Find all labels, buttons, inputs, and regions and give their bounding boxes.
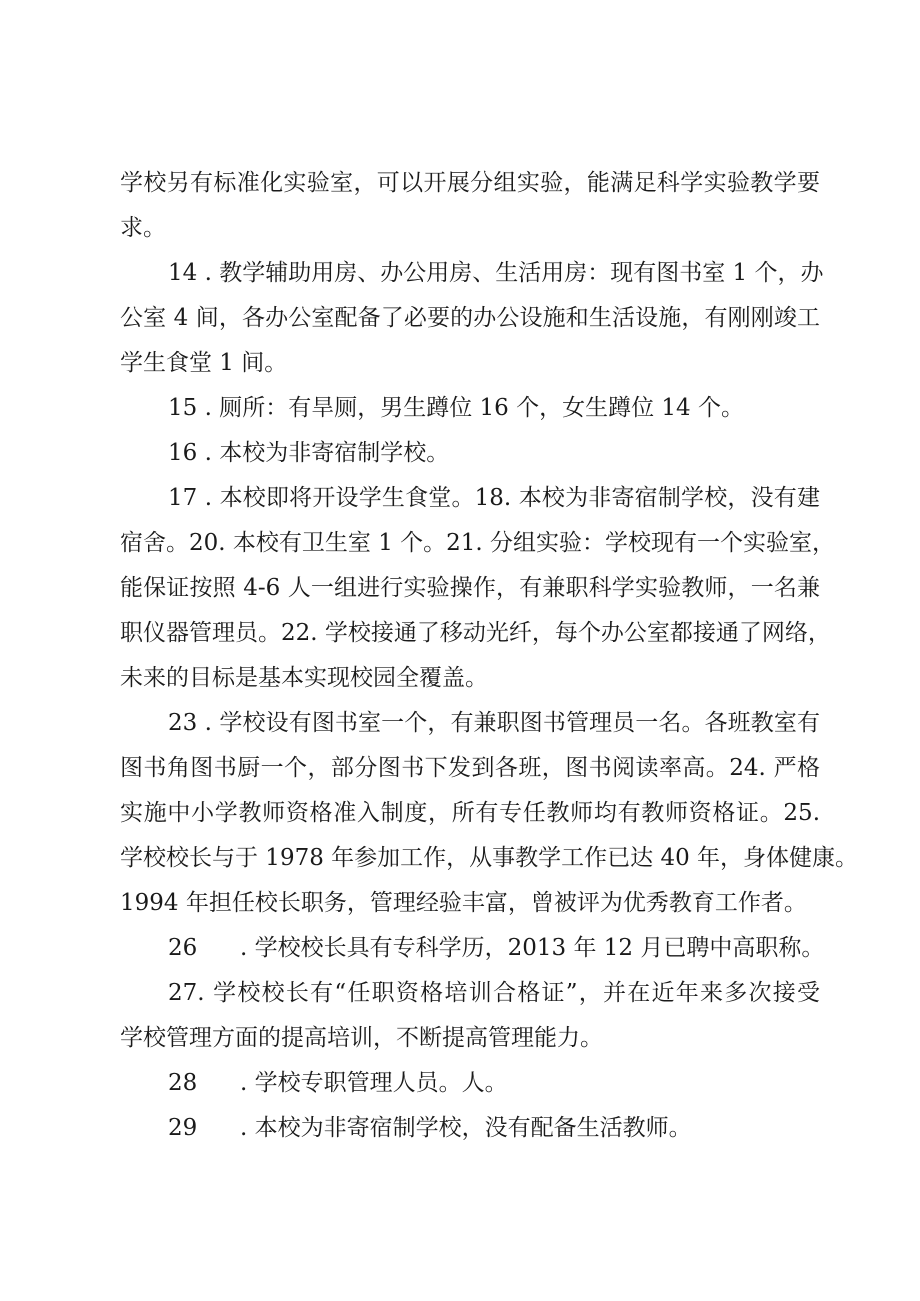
- paragraph-line: 学校校长与于 1978 年参加工作，从事教学工作已达 40 年，身体健康。: [120, 845, 859, 871]
- paragraph-line: 职仪器管理员。22. 学校接通了移动光纤，每个办公室都接通了网络，: [120, 620, 831, 646]
- paragraph-line: 学校管理方面的提高培训，不断提高管理能力。: [120, 1025, 603, 1051]
- paragraph-line: 未来的目标是基本实现校园全覆盖。: [120, 665, 488, 691]
- item-text: . 本校为非寄宿制学校，没有配备生活教师。: [240, 1115, 692, 1141]
- item-29-line: [168, 1113, 868, 1143]
- paragraph-line: 公室 4 间，各办公室配备了必要的办公设施和生活设施，有刚刚竣工: [120, 305, 820, 331]
- item-17-line: 17 . 本校即将开设学生食堂。18. 本校为非寄宿制学校，没有建: [168, 485, 820, 511]
- item-14-line: 14 . 教学辅助用房、办公用房、生活用房：现有图书室 1 个，办: [168, 260, 824, 286]
- item-number: 29: [168, 1115, 198, 1141]
- paragraph-line: 实施中小学教师资格准入制度，所有专任教师均有教师资格证。25.: [120, 800, 820, 826]
- item-27-line: 27. 学校校长有“任职资格培训合格证”，并在近年来多次接受: [168, 980, 820, 1006]
- paragraph-line: 图书角图书厨一个，部分图书下发到各班，图书阅读率高。24. 严格: [120, 755, 820, 781]
- item-23-line: 23 . 学校设有图书室一个，有兼职图书管理员一名。各班教室有: [168, 710, 820, 736]
- item-number: 26: [168, 935, 198, 961]
- item-16-line: 16 . 本校为非寄宿制学校。: [168, 440, 450, 466]
- paragraph-line: 1994 年担任校长职务，管理经验丰富，曾被评为优秀教育工作者。: [120, 890, 807, 916]
- item-15-line: 15 . 厕所：有旱厕，男生蹲位 16 个，女生蹲位 14 个。: [168, 395, 744, 421]
- paragraph-line: 宿舍。20. 本校有卫生室 1 个。21. 分组实验：学校现有一个实验室，: [120, 530, 836, 556]
- paragraph-line: 学生食堂 1 间。: [120, 350, 288, 376]
- item-number: 28: [168, 1070, 198, 1096]
- paragraph-line: 能保证按照 4-6 人一组进行实验操作，有兼职科学实验教师，一名兼: [120, 575, 820, 601]
- item-26-line: [168, 933, 868, 963]
- item-text: . 学校专职管理人员。人。: [240, 1070, 508, 1096]
- item-text: . 学校校长具有专科学历，2013 年 12 月已聘中高职称。: [240, 935, 825, 961]
- item-28-line: [168, 1068, 868, 1098]
- paragraph-line: 学校另有标准化实验室，可以开展分组实验，能满足科学实验教学要: [120, 170, 820, 196]
- paragraph-line: 求。: [120, 215, 166, 241]
